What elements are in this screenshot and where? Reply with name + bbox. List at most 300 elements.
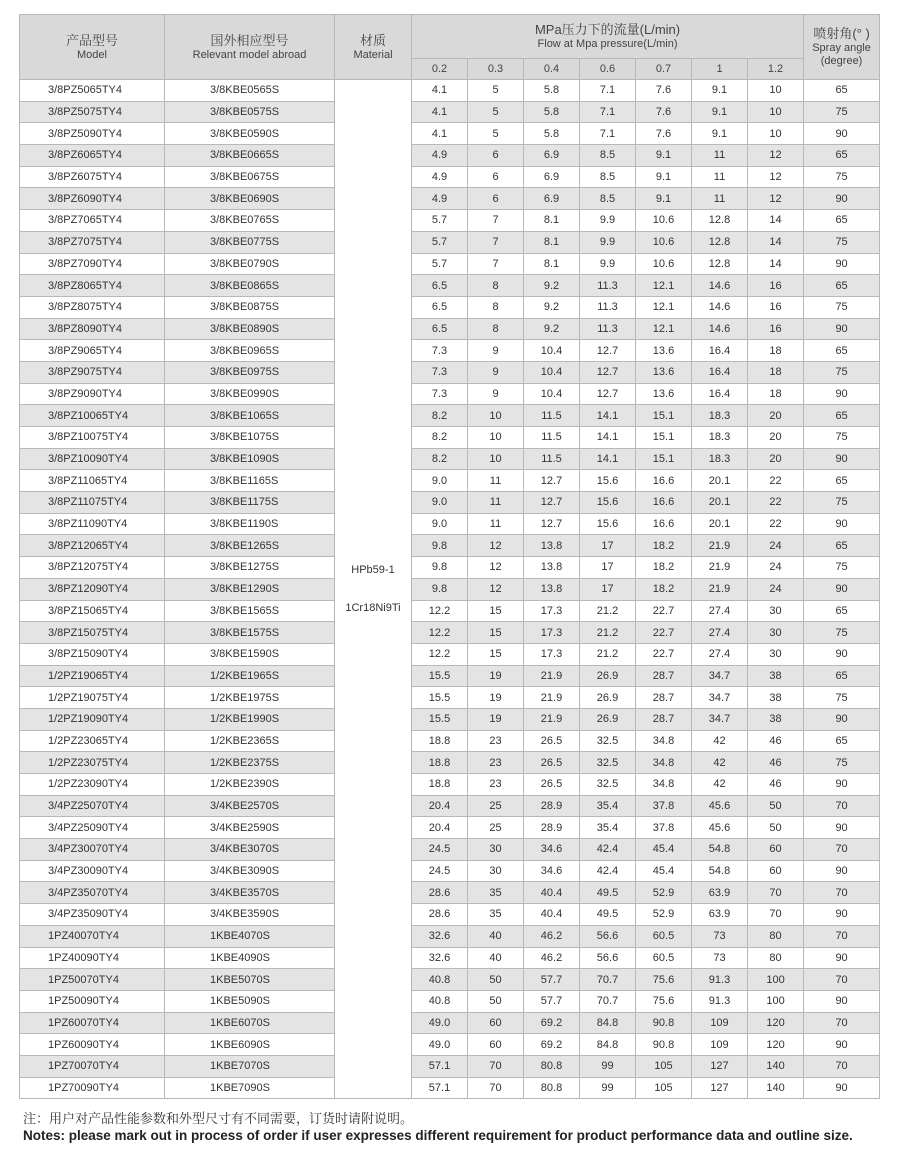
cell-p03: 12 — [468, 578, 524, 600]
table-row — [20, 513, 880, 535]
cell-abroad: 3/8KBE0675S — [165, 166, 335, 188]
cell-angle: 70 — [804, 795, 880, 817]
cell-p1: 42 — [692, 774, 748, 796]
cell-p03: 70 — [468, 1077, 524, 1099]
cell-p03: 50 — [468, 969, 524, 991]
cell-abroad: 3/8KBE0865S — [165, 275, 335, 297]
cell-model: 3/8PZ9065TY4 — [20, 340, 165, 362]
table-row — [20, 145, 880, 167]
cell-p03: 9 — [468, 340, 524, 362]
cell-p04: 21.9 — [524, 687, 580, 709]
cell-angle: 90 — [804, 860, 880, 882]
cell-p07: 28.7 — [636, 665, 692, 687]
header-flow-cn: MPa压力下的流量(L/min) — [534, 22, 681, 37]
cell-p12: 10 — [748, 123, 804, 145]
cell-p1: 109 — [692, 1012, 748, 1034]
cell-p1: 20.1 — [692, 470, 748, 492]
header-abroad-en: Relevant model abroad — [192, 48, 307, 61]
cell-model: 1PZ40070TY4 — [20, 925, 165, 947]
cell-p04: 26.5 — [524, 752, 580, 774]
cell-model: 3/8PZ12075TY4 — [20, 557, 165, 579]
cell-p07: 7.6 — [636, 80, 692, 102]
cell-p12: 10 — [748, 101, 804, 123]
cell-p12: 24 — [748, 535, 804, 557]
notes — [23, 1110, 883, 1143]
cell-p02: 49.0 — [412, 1034, 468, 1056]
cell-abroad: 3/8KBE0590S — [165, 123, 335, 145]
cell-abroad: 3/4KBE3090S — [165, 860, 335, 882]
cell-abroad: 3/4KBE2590S — [165, 817, 335, 839]
cell-p02: 6.5 — [412, 275, 468, 297]
cell-p04: 8.1 — [524, 253, 580, 275]
cell-model: 3/4PZ35070TY4 — [20, 882, 165, 904]
cell-p04: 80.8 — [524, 1077, 580, 1099]
cell-p02: 24.5 — [412, 839, 468, 861]
cell-p03: 25 — [468, 817, 524, 839]
cell-p1: 11 — [692, 188, 748, 210]
cell-p04: 5.8 — [524, 80, 580, 102]
cell-p1: 63.9 — [692, 882, 748, 904]
cell-abroad: 3/8KBE1565S — [165, 600, 335, 622]
cell-p07: 12.1 — [636, 296, 692, 318]
cell-p1: 45.6 — [692, 795, 748, 817]
cell-angle: 90 — [804, 513, 880, 535]
cell-p07: 16.6 — [636, 513, 692, 535]
cell-angle: 70 — [804, 969, 880, 991]
cell-p06: 12.7 — [580, 340, 636, 362]
note-chinese: 注：用户对产品性能参数和外型尺寸有不同需要，订货时请附说明。 — [23, 1111, 414, 1126]
header-model-cn: 产品型号 — [65, 32, 118, 48]
table-row — [20, 622, 880, 644]
cell-p02: 49.0 — [412, 1012, 468, 1034]
pressure-header: 1.2 — [748, 59, 804, 80]
cell-p02: 4.1 — [412, 123, 468, 145]
cell-model: 3/8PZ8090TY4 — [20, 318, 165, 340]
cell-p1: 12.8 — [692, 231, 748, 253]
header-angle-cn: 喷射角(° ) — [813, 26, 870, 41]
cell-abroad: 3/8KBE0690S — [165, 188, 335, 210]
cell-p06: 9.9 — [580, 231, 636, 253]
cell-p07: 45.4 — [636, 860, 692, 882]
cell-p1: 14.6 — [692, 318, 748, 340]
cell-p12: 16 — [748, 275, 804, 297]
cell-p12: 10 — [748, 80, 804, 102]
cell-p06: 11.3 — [580, 296, 636, 318]
table-row — [20, 318, 880, 340]
cell-angle: 90 — [804, 188, 880, 210]
table-row — [20, 361, 880, 383]
cell-model: 3/8PZ9075TY4 — [20, 361, 165, 383]
cell-p12: 120 — [748, 1012, 804, 1034]
cell-p03: 10 — [468, 448, 524, 470]
cell-p06: 17 — [580, 535, 636, 557]
header-angle — [804, 15, 880, 80]
pressure-header: 0.6 — [580, 59, 636, 80]
table-row — [20, 1034, 880, 1056]
cell-abroad: 3/8KBE1265S — [165, 535, 335, 557]
table-row — [20, 231, 880, 253]
table-row — [20, 123, 880, 145]
cell-p04: 12.7 — [524, 513, 580, 535]
cell-p07: 37.8 — [636, 817, 692, 839]
header-flow-en: Flow at Mpa pressure(L/min) — [537, 38, 678, 50]
cell-p06: 21.2 — [580, 622, 636, 644]
cell-p02: 32.6 — [412, 947, 468, 969]
table-row — [20, 795, 880, 817]
cell-p06: 26.9 — [580, 665, 636, 687]
cell-p07: 90.8 — [636, 1034, 692, 1056]
cell-abroad: 3/8KBE1075S — [165, 427, 335, 449]
cell-p03: 8 — [468, 296, 524, 318]
cell-p12: 22 — [748, 470, 804, 492]
table-row — [20, 925, 880, 947]
cell-abroad: 1KBE7070S — [165, 1055, 335, 1077]
cell-p03: 10 — [468, 405, 524, 427]
cell-p06: 35.4 — [580, 795, 636, 817]
cell-angle: 65 — [804, 600, 880, 622]
header-material — [335, 15, 412, 80]
table-row — [20, 427, 880, 449]
cell-abroad: 1/2KBE2365S — [165, 730, 335, 752]
cell-p12: 16 — [748, 296, 804, 318]
cell-p07: 28.7 — [636, 708, 692, 730]
cell-model: 1/2PZ19075TY4 — [20, 687, 165, 709]
cell-p02: 4.1 — [412, 101, 468, 123]
cell-angle: 65 — [804, 730, 880, 752]
cell-model: 1/2PZ19065TY4 — [20, 665, 165, 687]
cell-abroad: 3/8KBE0790S — [165, 253, 335, 275]
cell-p07: 7.6 — [636, 123, 692, 145]
cell-p03: 19 — [468, 708, 524, 730]
table-row — [20, 1077, 880, 1099]
note-english: Notes: please mark out in process of order if user expresses different requirement for product performance data and outline size. — [23, 1128, 853, 1143]
cell-model: 3/8PZ5090TY4 — [20, 123, 165, 145]
cell-p12: 18 — [748, 361, 804, 383]
cell-p03: 15 — [468, 622, 524, 644]
cell-p06: 56.6 — [580, 925, 636, 947]
cell-p06: 8.5 — [580, 145, 636, 167]
cell-model: 3/4PZ35090TY4 — [20, 904, 165, 926]
table-row — [20, 470, 880, 492]
cell-angle: 90 — [804, 1034, 880, 1056]
cell-p06: 17 — [580, 557, 636, 579]
cell-angle: 90 — [804, 253, 880, 275]
cell-p03: 15 — [468, 643, 524, 665]
cell-abroad: 1KBE7090S — [165, 1077, 335, 1099]
cell-p06: 42.4 — [580, 860, 636, 882]
cell-angle: 70 — [804, 839, 880, 861]
table-row — [20, 340, 880, 362]
cell-p12: 46 — [748, 730, 804, 752]
cell-p04: 17.3 — [524, 600, 580, 622]
cell-p03: 12 — [468, 535, 524, 557]
cell-p02: 8.2 — [412, 405, 468, 427]
cell-p03: 5 — [468, 80, 524, 102]
cell-p04: 40.4 — [524, 904, 580, 926]
cell-p1: 11 — [692, 166, 748, 188]
cell-p1: 11 — [692, 145, 748, 167]
cell-model: 3/8PZ7090TY4 — [20, 253, 165, 275]
cell-p04: 13.8 — [524, 535, 580, 557]
cell-p04: 34.6 — [524, 839, 580, 861]
header-model — [20, 15, 165, 80]
cell-p12: 46 — [748, 752, 804, 774]
cell-p1: 73 — [692, 947, 748, 969]
cell-abroad: 3/8KBE0775S — [165, 231, 335, 253]
cell-p12: 140 — [748, 1055, 804, 1077]
table-row — [20, 557, 880, 579]
cell-model: 3/4PZ25070TY4 — [20, 795, 165, 817]
cell-angle: 75 — [804, 166, 880, 188]
material-name: 1Cr18Ni9Ti — [345, 602, 401, 615]
cell-p1: 18.3 — [692, 448, 748, 470]
cell-p06: 21.2 — [580, 643, 636, 665]
table-row — [20, 882, 880, 904]
cell-p06: 99 — [580, 1055, 636, 1077]
cell-model: 3/8PZ15075TY4 — [20, 622, 165, 644]
cell-p07: 34.8 — [636, 730, 692, 752]
cell-abroad: 3/4KBE3570S — [165, 882, 335, 904]
cell-model: 3/8PZ8075TY4 — [20, 296, 165, 318]
cell-p03: 60 — [468, 1012, 524, 1034]
cell-p12: 30 — [748, 643, 804, 665]
cell-p04: 17.3 — [524, 622, 580, 644]
cell-model: 3/8PZ6090TY4 — [20, 188, 165, 210]
cell-p07: 16.6 — [636, 470, 692, 492]
cell-p06: 70.7 — [580, 990, 636, 1012]
cell-p1: 14.6 — [692, 275, 748, 297]
cell-p07: 52.9 — [636, 904, 692, 926]
cell-p07: 15.1 — [636, 427, 692, 449]
cell-p06: 15.6 — [580, 492, 636, 514]
cell-p1: 91.3 — [692, 990, 748, 1012]
cell-p07: 10.6 — [636, 210, 692, 232]
cell-p04: 9.2 — [524, 318, 580, 340]
cell-p02: 20.4 — [412, 817, 468, 839]
cell-p03: 11 — [468, 513, 524, 535]
pressure-header: 0.3 — [468, 59, 524, 80]
table-row — [20, 1012, 880, 1034]
cell-abroad: 3/8KBE1165S — [165, 470, 335, 492]
cell-p07: 10.6 — [636, 253, 692, 275]
cell-angle: 65 — [804, 210, 880, 232]
cell-p04: 13.8 — [524, 578, 580, 600]
cell-p03: 23 — [468, 730, 524, 752]
cell-p1: 109 — [692, 1034, 748, 1056]
header-angle-en1: Spray angle — [812, 42, 871, 54]
cell-p1: 12.8 — [692, 210, 748, 232]
cell-model: 1/2PZ19090TY4 — [20, 708, 165, 730]
cell-p1: 18.3 — [692, 427, 748, 449]
cell-model: 1PZ50070TY4 — [20, 969, 165, 991]
cell-p1: 21.9 — [692, 535, 748, 557]
table-row — [20, 188, 880, 210]
cell-p03: 8 — [468, 318, 524, 340]
cell-model: 1/2PZ23090TY4 — [20, 774, 165, 796]
cell-model: 3/8PZ7075TY4 — [20, 231, 165, 253]
cell-model: 3/8PZ5065TY4 — [20, 80, 165, 102]
cell-p04: 46.2 — [524, 947, 580, 969]
cell-model: 1/2PZ23075TY4 — [20, 752, 165, 774]
cell-p03: 23 — [468, 752, 524, 774]
cell-p04: 21.9 — [524, 708, 580, 730]
cell-p04: 40.4 — [524, 882, 580, 904]
table-row — [20, 860, 880, 882]
cell-model: 3/8PZ5075TY4 — [20, 101, 165, 123]
cell-p02: 9.8 — [412, 535, 468, 557]
table-row — [20, 210, 880, 232]
cell-p02: 15.5 — [412, 708, 468, 730]
cell-p06: 32.5 — [580, 730, 636, 752]
cell-p07: 34.8 — [636, 774, 692, 796]
cell-p1: 91.3 — [692, 969, 748, 991]
table-row — [20, 730, 880, 752]
cell-p12: 12 — [748, 188, 804, 210]
cell-abroad: 1/2KBE1975S — [165, 687, 335, 709]
header-model-en: Model — [77, 48, 107, 61]
cell-p1: 42 — [692, 730, 748, 752]
cell-p06: 14.1 — [580, 448, 636, 470]
cell-abroad: 3/4KBE2570S — [165, 795, 335, 817]
cell-p06: 42.4 — [580, 839, 636, 861]
cell-p1: 9.1 — [692, 123, 748, 145]
cell-p07: 13.6 — [636, 383, 692, 405]
cell-abroad: 1/2KBE2390S — [165, 774, 335, 796]
cell-angle: 75 — [804, 231, 880, 253]
cell-model: 3/8PZ11075TY4 — [20, 492, 165, 514]
cell-model: 3/8PZ10065TY4 — [20, 405, 165, 427]
pressure-header: 0.2 — [412, 59, 468, 80]
cell-p07: 7.6 — [636, 101, 692, 123]
cell-p12: 18 — [748, 383, 804, 405]
cell-p02: 12.2 — [412, 643, 468, 665]
table-row — [20, 296, 880, 318]
cell-p1: 9.1 — [692, 80, 748, 102]
cell-p03: 30 — [468, 860, 524, 882]
cell-p03: 7 — [468, 210, 524, 232]
cell-p07: 28.7 — [636, 687, 692, 709]
cell-p02: 6.5 — [412, 296, 468, 318]
cell-angle: 90 — [804, 383, 880, 405]
table-row — [20, 839, 880, 861]
header-material-en: Material — [353, 48, 393, 61]
cell-angle: 90 — [804, 990, 880, 1012]
cell-p1: 20.1 — [692, 513, 748, 535]
table-row — [20, 687, 880, 709]
cell-abroad: 3/8KBE0965S — [165, 340, 335, 362]
cell-p1: 54.8 — [692, 860, 748, 882]
cell-p06: 32.5 — [580, 752, 636, 774]
cell-p12: 16 — [748, 318, 804, 340]
cell-p03: 40 — [468, 925, 524, 947]
cell-p06: 14.1 — [580, 405, 636, 427]
cell-p03: 23 — [468, 774, 524, 796]
cell-angle: 90 — [804, 1077, 880, 1099]
cell-p03: 7 — [468, 253, 524, 275]
cell-p12: 50 — [748, 817, 804, 839]
cell-p07: 90.8 — [636, 1012, 692, 1034]
cell-angle: 75 — [804, 622, 880, 644]
spec-table-body — [20, 80, 880, 1099]
table-row — [20, 1055, 880, 1077]
cell-p07: 105 — [636, 1077, 692, 1099]
cell-p12: 14 — [748, 253, 804, 275]
cell-p03: 5 — [468, 101, 524, 123]
cell-p1: 127 — [692, 1077, 748, 1099]
cell-p04: 6.9 — [524, 145, 580, 167]
cell-p1: 14.6 — [692, 296, 748, 318]
cell-p02: 9.0 — [412, 470, 468, 492]
cell-p02: 18.8 — [412, 752, 468, 774]
nozzle-spec-table — [19, 14, 880, 1099]
cell-p04: 11.5 — [524, 448, 580, 470]
cell-p07: 52.9 — [636, 882, 692, 904]
cell-p06: 35.4 — [580, 817, 636, 839]
cell-p1: 21.9 — [692, 578, 748, 600]
cell-p04: 57.7 — [524, 969, 580, 991]
cell-p04: 11.5 — [524, 427, 580, 449]
cell-p03: 5 — [468, 123, 524, 145]
cell-p04: 46.2 — [524, 925, 580, 947]
cell-angle: 70 — [804, 882, 880, 904]
cell-p04: 8.1 — [524, 231, 580, 253]
cell-abroad: 1KBE5090S — [165, 990, 335, 1012]
cell-model: 1PZ60070TY4 — [20, 1012, 165, 1034]
cell-p02: 6.5 — [412, 318, 468, 340]
cell-p06: 84.8 — [580, 1012, 636, 1034]
cell-p12: 30 — [748, 600, 804, 622]
cell-p04: 28.9 — [524, 795, 580, 817]
cell-p06: 7.1 — [580, 101, 636, 123]
cell-p04: 21.9 — [524, 665, 580, 687]
cell-angle: 65 — [804, 405, 880, 427]
cell-angle: 90 — [804, 708, 880, 730]
cell-p12: 20 — [748, 448, 804, 470]
cell-angle: 90 — [804, 318, 880, 340]
cell-p06: 26.9 — [580, 687, 636, 709]
cell-p07: 18.2 — [636, 578, 692, 600]
cell-p03: 8 — [468, 275, 524, 297]
cell-angle: 65 — [804, 535, 880, 557]
cell-p07: 10.6 — [636, 231, 692, 253]
cell-angle: 65 — [804, 340, 880, 362]
header-abroad-cn: 国外相应型号 — [210, 32, 289, 48]
cell-p07: 9.1 — [636, 188, 692, 210]
cell-abroad: 1KBE5070S — [165, 969, 335, 991]
cell-p02: 4.9 — [412, 145, 468, 167]
cell-p12: 30 — [748, 622, 804, 644]
cell-p03: 30 — [468, 839, 524, 861]
cell-p12: 38 — [748, 687, 804, 709]
cell-p07: 45.4 — [636, 839, 692, 861]
cell-p04: 12.7 — [524, 492, 580, 514]
table-row — [20, 990, 880, 1012]
cell-p02: 24.5 — [412, 860, 468, 882]
cell-angle: 90 — [804, 123, 880, 145]
cell-abroad: 3/8KBE0990S — [165, 383, 335, 405]
cell-p07: 13.6 — [636, 361, 692, 383]
cell-p12: 12 — [748, 145, 804, 167]
cell-p03: 7 — [468, 231, 524, 253]
table-row — [20, 448, 880, 470]
cell-p03: 12 — [468, 557, 524, 579]
cell-angle: 90 — [804, 774, 880, 796]
cell-p04: 6.9 — [524, 188, 580, 210]
table-row — [20, 275, 880, 297]
cell-abroad: 1KBE6070S — [165, 1012, 335, 1034]
cell-p03: 15 — [468, 600, 524, 622]
cell-angle: 65 — [804, 470, 880, 492]
